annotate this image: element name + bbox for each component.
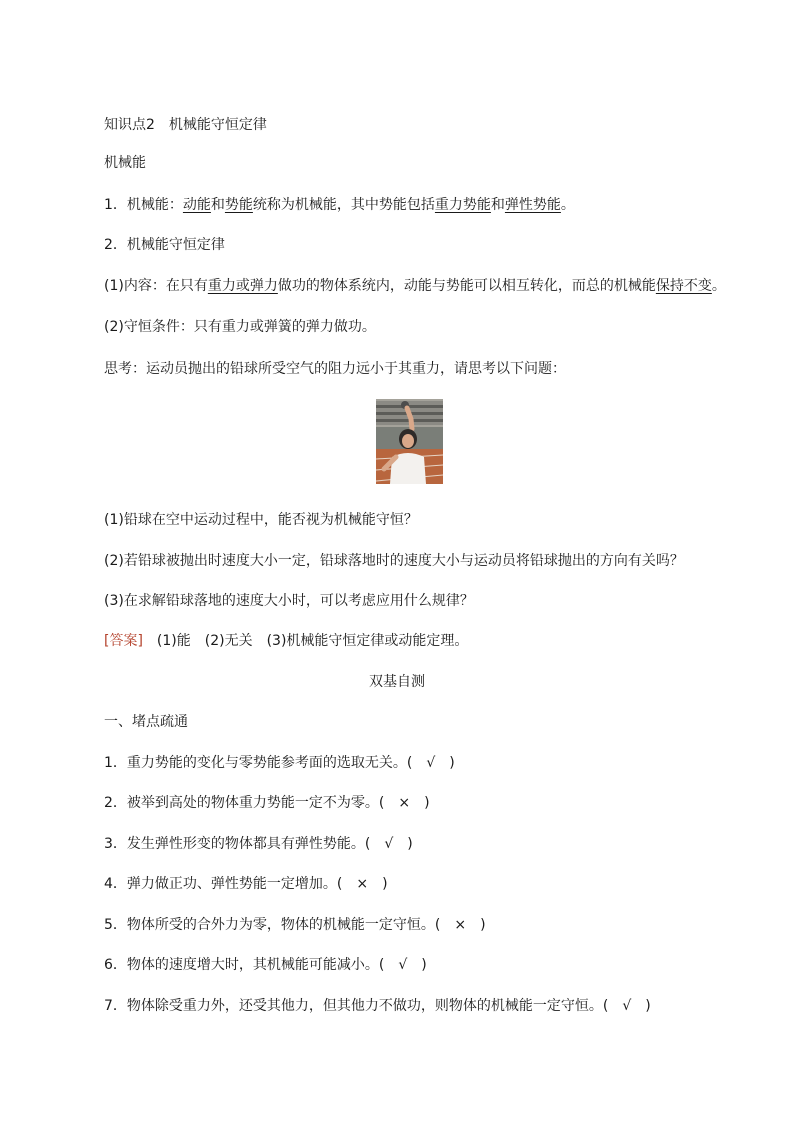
- term-gravitational-pe: 重力势能: [434, 197, 491, 213]
- answer-line: [104, 631, 468, 651]
- judgement-item-1: 1．重力势能的变化与零势能参考面的选取无关。( √ ): [104, 755, 455, 771]
- part1-title: 一、堵点疏通: [104, 714, 188, 730]
- question-2: (2)若铅球被抛出时速度大小一定，铅球落地时的速度大小与运动员将铅球抛出的方向有关吗？: [104, 553, 684, 569]
- term-potential-energy: 势能: [224, 197, 253, 213]
- self-test-title: 双基自测: [369, 674, 425, 690]
- answer-text: (1)能 (2)无关 (3)机械能守恒定律或动能定理。: [142, 633, 469, 649]
- subheading-mechanical-energy: 机械能: [104, 155, 146, 171]
- judgement-item-6: 6．物体的速度增大时，其机械能可能减小。( √ ): [104, 957, 427, 973]
- judgement-item-4: 4．弹力做正功、弹性势能一定增加。( × ): [104, 876, 388, 892]
- law-content: (1)内容：在只有重力或弹力做功的物体系统内，动能与势能可以相互转化，而总的机械能保持不变。: [104, 278, 726, 294]
- question-1: (1)铅球在空中运动过程中，能否视为机械能守恒？: [104, 512, 418, 528]
- law-title: 2．机械能守恒定律: [104, 237, 225, 253]
- term-gravity-or-elastic: 重力或弹力: [207, 278, 278, 294]
- think-prompt: 思考：运动员抛出的铅球所受空气的阻力远小于其重力，请思考以下问题：: [104, 361, 566, 377]
- definition-mechanical-energy: 1．机械能：动能和势能统称为机械能，其中势能包括重力势能和弹性势能。: [104, 197, 575, 213]
- judgement-item-3: 3．发生弹性形变的物体都具有弹性势能。( √ ): [104, 836, 413, 852]
- conservation-condition: (2)守恒条件：只有重力或弹簧的弹力做功。: [104, 319, 376, 335]
- answer-label: [答案]: [104, 633, 143, 649]
- judgement-item-5: 5．物体所受的合外力为零，物体的机械能一定守恒。( × ): [104, 917, 486, 933]
- question-3: (3)在求解铅球落地的速度大小时，可以考虑应用什么规律？: [104, 593, 474, 609]
- section-title: 知识点2 机械能守恒定律: [104, 117, 267, 133]
- shot-put-photo: [376, 399, 443, 484]
- term-elastic-pe: 弹性势能: [504, 197, 561, 213]
- term-kinetic-energy: 动能: [182, 197, 211, 213]
- judgement-item-7: 7．物体除受重力外，还受其他力，但其他力不做功，则物体的机械能一定守恒。( √ ): [104, 998, 651, 1014]
- judgement-item-2: 2．被举到高处的物体重力势能一定不为零。( × ): [104, 795, 430, 811]
- term-unchanged: 保持不变: [655, 278, 712, 294]
